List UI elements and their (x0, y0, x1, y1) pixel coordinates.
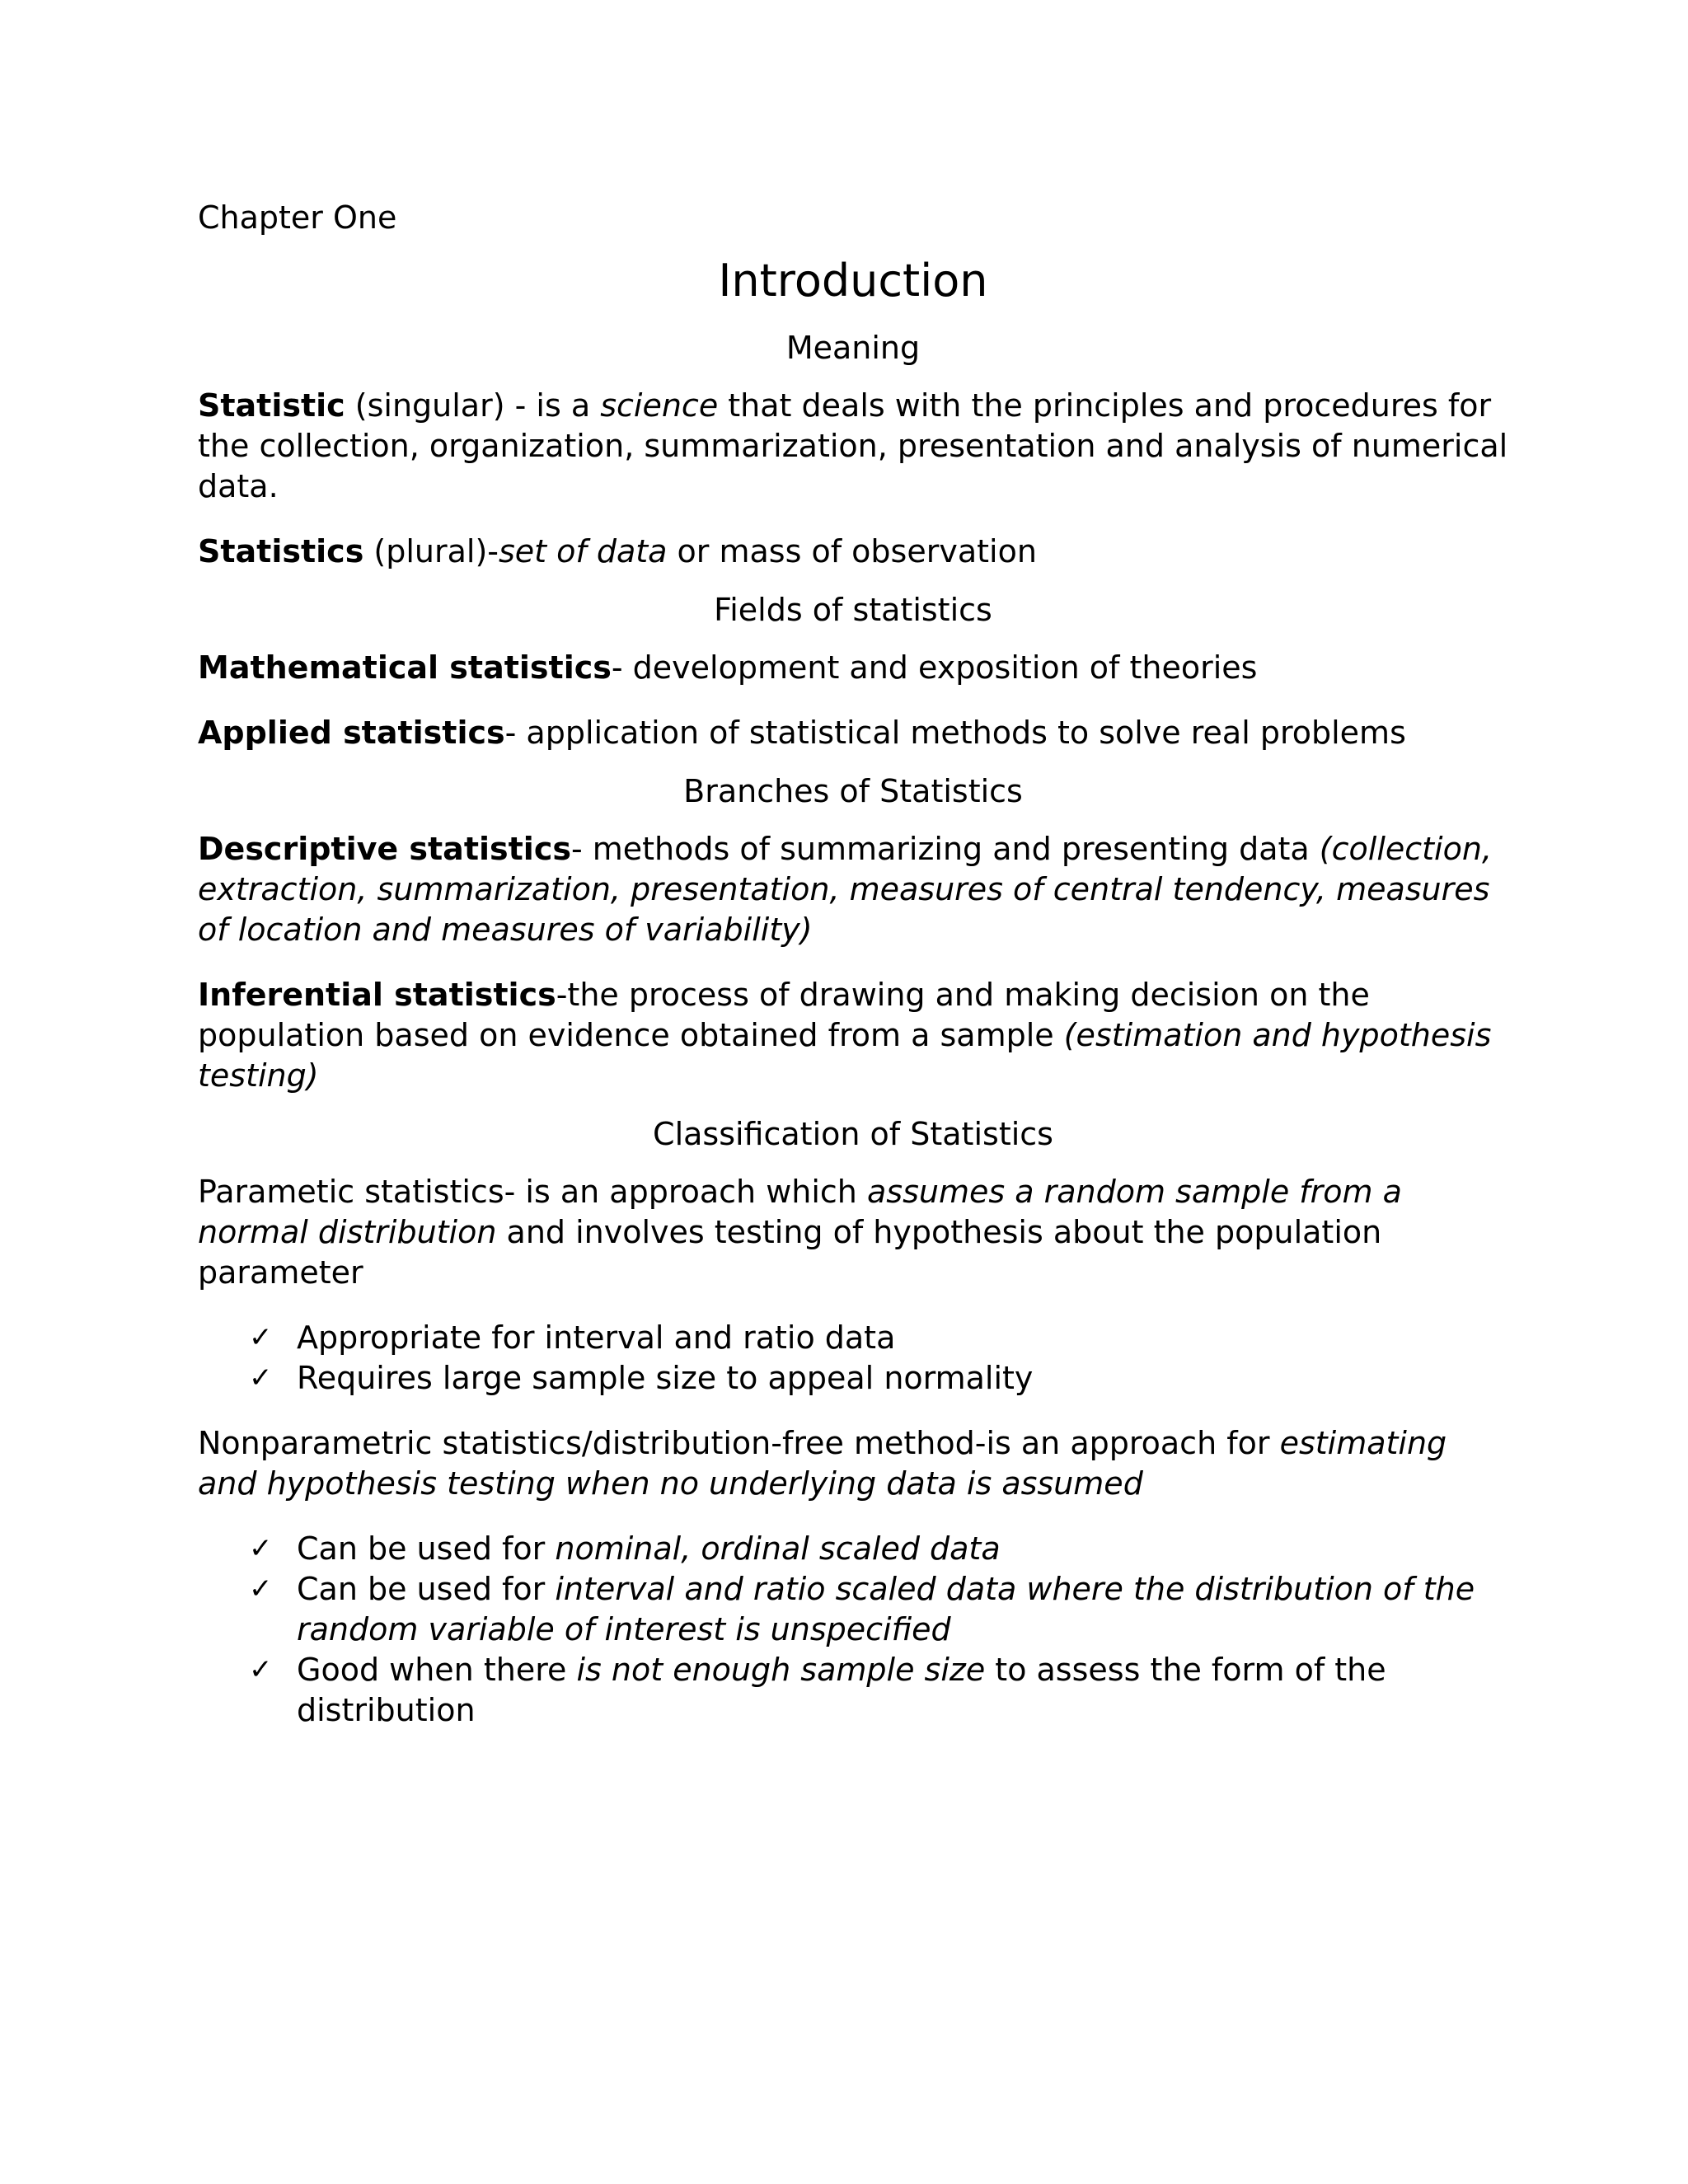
list-item-italic-text: interval and ratio scaled data where the distribution of the random variable of interest is unspecified (297, 1571, 1475, 1647)
statistics-text-1: (plural)- (363, 533, 499, 569)
term-descriptive: Descriptive statistics (198, 831, 571, 867)
list-item (198, 1529, 1508, 1569)
paragraph-mathematical (198, 648, 1508, 688)
list-item-italic-text: nominal, ordinal scaled data (555, 1530, 1001, 1567)
list-item-text: Good when there (297, 1652, 577, 1688)
list-item-text: Appropriate for interval and ratio data (297, 1319, 896, 1356)
document-page (198, 196, 1508, 1731)
paragraph-statistic (198, 386, 1508, 507)
statistics-text-3: or mass of observation (667, 533, 1037, 569)
checkmark-icon: ✓ (249, 1653, 273, 1686)
paragraph-applied (198, 713, 1508, 753)
nonparametric-text-1: Nonparametric statistics/distribution-free method-is an approach for (198, 1425, 1280, 1461)
inferential-text-1: -the process of drawing and making decision on the population based on evidence obtained from a sample (198, 977, 1370, 1053)
list-item (198, 1569, 1508, 1650)
parametric-checklist (198, 1318, 1508, 1399)
statistic-text-1: (singular) - is a (345, 387, 601, 424)
section-heading-classification: Classification of Statistics (653, 1116, 1053, 1152)
descriptive-text-1: - methods of summarizing and presenting data (570, 831, 1320, 867)
paragraph-nonparametric (198, 1423, 1508, 1504)
list-item-italic-text: is not enough sample size (576, 1652, 986, 1688)
list-item (198, 1650, 1508, 1731)
parametric-text-1: Parametic statistics- is an approach which (198, 1174, 867, 1210)
descriptive-text-2: (collection, extraction, summarization, presentation, measures of central tendency, measures of location and measures of variability) (198, 831, 1493, 948)
checkmark-icon: ✓ (249, 1572, 273, 1605)
list-item-text: Requires large sample size to appeal normality (297, 1360, 1034, 1396)
nonparametric-checklist (198, 1529, 1508, 1731)
mathematical-text: - development and exposition of theories (611, 649, 1258, 686)
term-mathematical: Mathematical statistics (198, 649, 612, 686)
section-heading-fields: Fields of statistics (714, 592, 992, 628)
term-statistics: Statistics (198, 533, 364, 569)
list-item-text: Can be used for (297, 1571, 556, 1607)
inferential-text-2: (estimation and hypothesis testing) (198, 1017, 1492, 1094)
checkmark-icon: ✓ (249, 1361, 273, 1394)
list-item-text-tail: to assess the form of the distribution (297, 1652, 1386, 1728)
paragraph-parametric (198, 1172, 1508, 1293)
list-item-text: Can be used for (297, 1530, 556, 1567)
applied-text: - application of statistical methods to solve real problems (504, 715, 1406, 751)
parametric-text-2: assumes a random sample from a normal distribution (198, 1174, 1402, 1250)
checkmark-icon: ✓ (249, 1532, 273, 1565)
checkmark-icon: ✓ (249, 1321, 273, 1354)
statistic-text-3: that deals with the principles and procedures for the collection, organization, summarization, presentation and analysis of numerical data. (198, 387, 1508, 504)
term-statistic: Statistic (198, 387, 345, 424)
nonparametric-text-2: estimating and hypothesis testing when no underlying data is assumed (198, 1425, 1447, 1502)
term-applied: Applied statistics (198, 715, 505, 751)
parametric-text-3: and involves testing of hypothesis about the population parameter (198, 1214, 1382, 1291)
list-item (198, 1358, 1508, 1399)
list-item (198, 1318, 1508, 1358)
page-title: Introduction (718, 255, 988, 307)
paragraph-inferential (198, 975, 1508, 1096)
paragraph-statistics (198, 532, 1508, 572)
chapter-label: Chapter One (198, 199, 397, 236)
statistics-text-2: set of data (499, 533, 668, 569)
section-heading-branches: Branches of Statistics (683, 773, 1023, 809)
term-inferential: Inferential statistics (198, 977, 556, 1013)
paragraph-descriptive (198, 829, 1508, 950)
section-heading-meaning: Meaning (785, 330, 921, 366)
statistic-text-2: science (600, 387, 719, 424)
